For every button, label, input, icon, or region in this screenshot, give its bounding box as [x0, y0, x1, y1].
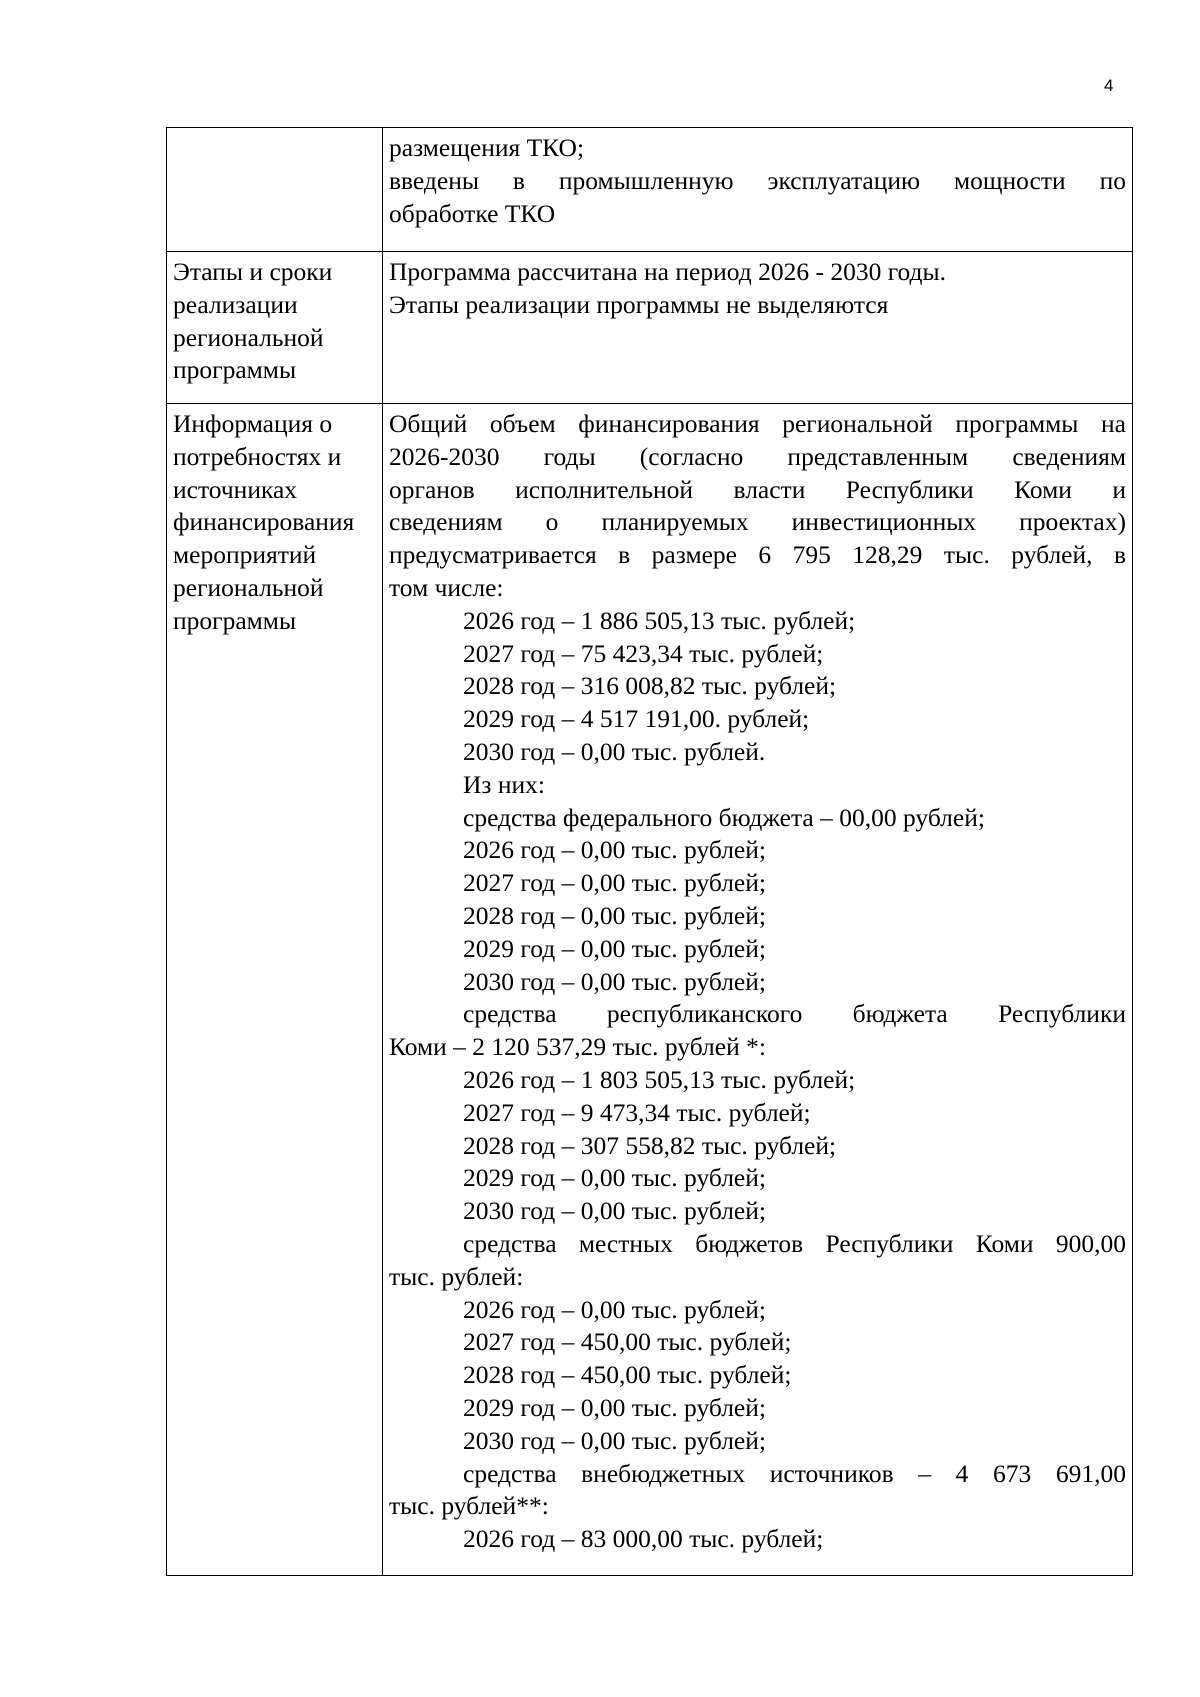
row-content-line: 2029 год – 0,00 тыс. рублей;	[463, 1163, 766, 1193]
row-label-line: финансирования	[173, 507, 355, 537]
row-content-line: 2027 год – 0,00 тыс. рублей;	[463, 868, 766, 898]
row-content-line: Этапы реализации программы не выделяются	[389, 289, 889, 319]
row-content-line: 2029 год – 0,00 тыс. рублей;	[463, 1392, 766, 1422]
row-content-line: средства федерального бюджета – 00,00 рублей;	[463, 802, 985, 832]
row-content-cell	[383, 404, 1133, 1576]
row-label-cell	[167, 128, 383, 252]
row-content-line: предусматривается в размере 6 795 128,29 тыс. рублей, в	[389, 540, 1126, 570]
row-label-line: мероприятий	[173, 540, 317, 570]
row-content-line: размещения ТКО;	[389, 133, 585, 162]
row-content-line: 2026-2030 годы (согласно представленным сведениям	[389, 441, 1126, 471]
row-content-cell	[383, 128, 1133, 252]
row-label-line: потребностях и	[173, 441, 342, 471]
row-content-line: 2027 год – 450,00 тыс. рублей;	[463, 1327, 792, 1357]
row-content-line: тыс. рублей**:	[389, 1491, 549, 1521]
row-content-line: 2030 год – 0,00 тыс. рублей.	[463, 736, 766, 766]
row-content-line: 2026 год – 1 886 505,13 тыс. рублей;	[463, 605, 856, 635]
row-content-line: 2030 год – 0,00 тыс. рублей;	[463, 966, 766, 996]
row-content-line: Программа рассчитана на период 2026 - 2030 годы.	[389, 257, 947, 286]
row-label-cell	[167, 252, 383, 404]
row-content-line: 2030 год – 0,00 тыс. рублей;	[463, 1196, 766, 1226]
row-label-line: Информация о	[173, 409, 333, 438]
row-content-line: 2026 год – 83 000,00 тыс. рублей;	[463, 1524, 824, 1554]
row-label-line: региональной	[173, 572, 324, 602]
row-content-line: 2028 год – 450,00 тыс. рублей;	[463, 1360, 792, 1390]
row-content-line: 2026 год – 0,00 тыс. рублей;	[463, 1294, 766, 1324]
row-label-line: программы	[173, 355, 297, 385]
row-content-line: 2027 год – 9 473,34 тыс. рублей;	[463, 1097, 811, 1127]
page-number: 4	[1104, 76, 1114, 95]
row-content-line: 2030 год – 0,00 тыс. рублей;	[463, 1425, 766, 1455]
table-row	[167, 128, 1133, 252]
row-content-line: Общий объем финансирования региональной программы на	[389, 409, 1126, 438]
row-content-line: 2026 год – 1 803 505,13 тыс. рублей;	[463, 1064, 856, 1094]
row-label-line: источниках	[173, 474, 298, 504]
row-content-line: том числе:	[389, 572, 504, 602]
row-content-line: Из них:	[463, 769, 545, 799]
table-row	[167, 252, 1133, 404]
row-content-line: 2028 год – 0,00 тыс. рублей;	[463, 900, 766, 930]
row-content-line: 2028 год – 316 008,82 тыс. рублей;	[463, 671, 837, 701]
row-content-line: средства местных бюджетов Республики Коми 900,00	[463, 1228, 1126, 1258]
row-content-line: сведениям о планируемых инвестиционных проектах)	[389, 507, 1126, 537]
row-label-line: реализации	[173, 289, 298, 319]
row-content-line: тыс. рублей:	[389, 1261, 524, 1291]
row-content-line: органов исполнительной власти Республики Коми и	[389, 474, 1126, 504]
row-content-line: 2029 год – 0,00 тыс. рублей;	[463, 933, 766, 963]
row-content-line: средства внебюджетных источников – 4 673 691,00	[463, 1458, 1126, 1488]
program-passport-table	[166, 127, 1133, 1576]
row-content-line: введены в промышленную эксплуатацию мощности по	[389, 165, 1126, 195]
row-label-line: Этапы и сроки	[173, 257, 333, 286]
row-content-cell	[383, 252, 1133, 404]
row-content-line: средства республиканского бюджета Республики	[463, 999, 1126, 1029]
row-label-cell	[167, 404, 383, 1576]
row-content-line: Коми – 2 120 537,29 тыс. рублей *:	[389, 1032, 766, 1062]
row-content-line: 2029 год – 4 517 191,00. рублей;	[463, 704, 810, 734]
row-label-line: программы	[173, 605, 297, 635]
row-content-line: 2027 год – 75 423,34 тыс. рублей;	[463, 638, 824, 668]
row-label-line: региональной	[173, 322, 324, 352]
row-content-line: 2028 год – 307 558,82 тыс. рублей;	[463, 1130, 837, 1160]
row-content-line: обработке ТКО	[389, 198, 556, 228]
table-row	[167, 404, 1133, 1576]
row-content-line: 2026 год – 0,00 тыс. рублей;	[463, 835, 766, 865]
